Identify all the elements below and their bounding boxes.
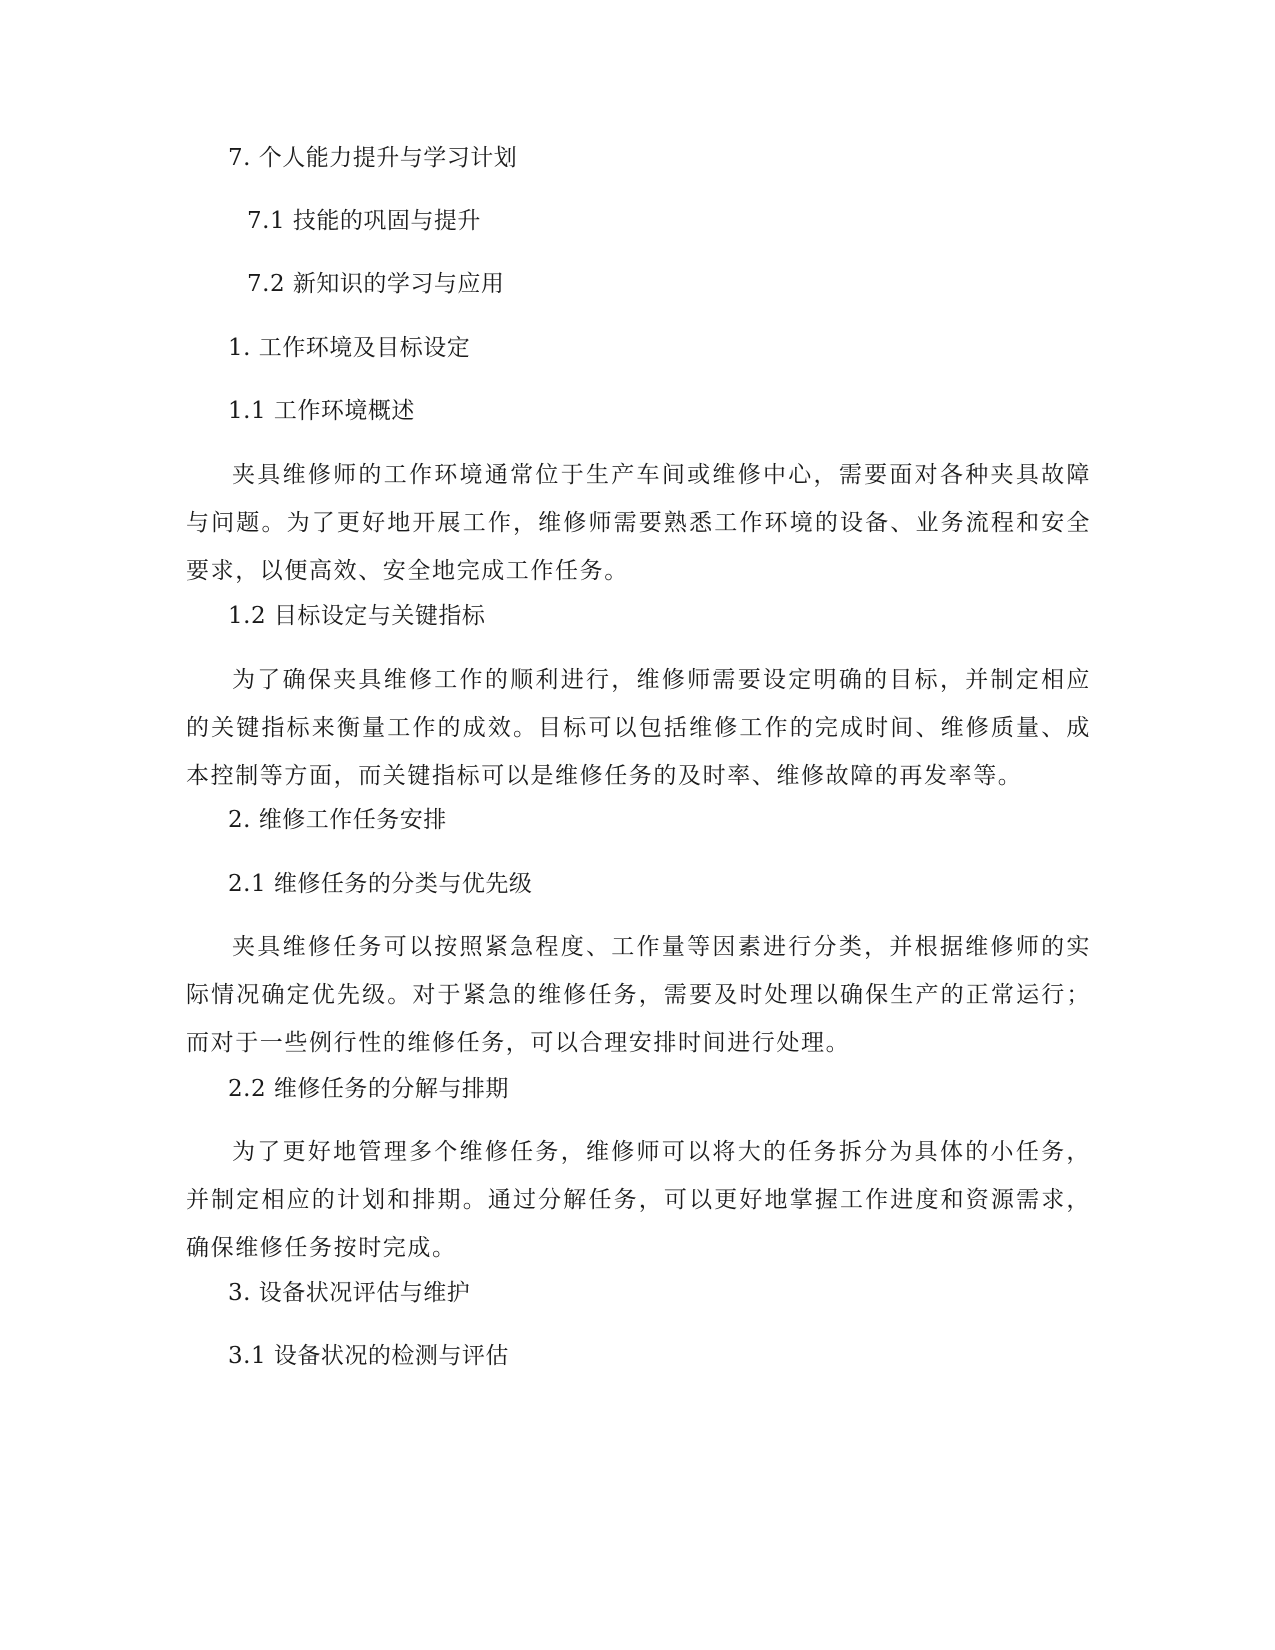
section-3-1-heading: 3.1 设备状况的检测与评估 [228, 1343, 509, 1369]
toc-heading-7-2: 7.2 新知识的学习与应用 [247, 271, 505, 297]
section-1-1-heading: 1.1 工作环境概述 [228, 398, 415, 424]
section-1-heading: 1. 工作环境及目标设定 [228, 335, 471, 361]
section-1-2-paragraph: 为了确保夹具维修工作的顺利进行，维修师需要设定明确的目标，并制定相应的关键指标来衡量工作的成效。目标可以包括维修工作的完成时间、维修质量、成本控制等方面，而关键指标可以是维修任务的及时率、维修故障的再发率等。 [186, 667, 1091, 789]
section-3-heading: 3. 设备状况评估与维护 [228, 1280, 471, 1306]
section-2-1-heading: 2.1 维修任务的分类与优先级 [228, 871, 533, 897]
section-1-2-heading: 1.2 目标设定与关键指标 [228, 603, 486, 629]
section-2-heading: 2. 维修工作任务安排 [228, 807, 447, 833]
section-1-1-paragraph: 夹具维修师的工作环境通常位于生产车间或维修中心，需要面对各种夹具故障与问题。为了更好地开展工作，维修师需要熟悉工作环境的设备、业务流程和安全要求，以便高效、安全地完成工作任务。 [186, 462, 1091, 584]
section-2-1-paragraph: 夹具维修任务可以按照紧急程度、工作量等因素进行分类，并根据维修师的实际情况确定优先级。对于紧急的维修任务，需要及时处理以确保生产的正常运行；而对于一些例行性的维修任务，可以合理安排时间进行处理。 [186, 934, 1091, 1056]
toc-heading-7-1: 7.1 技能的巩固与提升 [247, 208, 481, 234]
toc-heading-7: 7. 个人能力提升与学习计划 [228, 145, 518, 171]
section-2-2-heading: 2.2 维修任务的分解与排期 [228, 1076, 509, 1102]
section-2-2-paragraph: 为了更好地管理多个维修任务，维修师可以将大的任务拆分为具体的小任务，并制定相应的计划和排期。通过分解任务，可以更好地掌握工作进度和资源需求，确保维修任务按时完成。 [186, 1139, 1091, 1261]
